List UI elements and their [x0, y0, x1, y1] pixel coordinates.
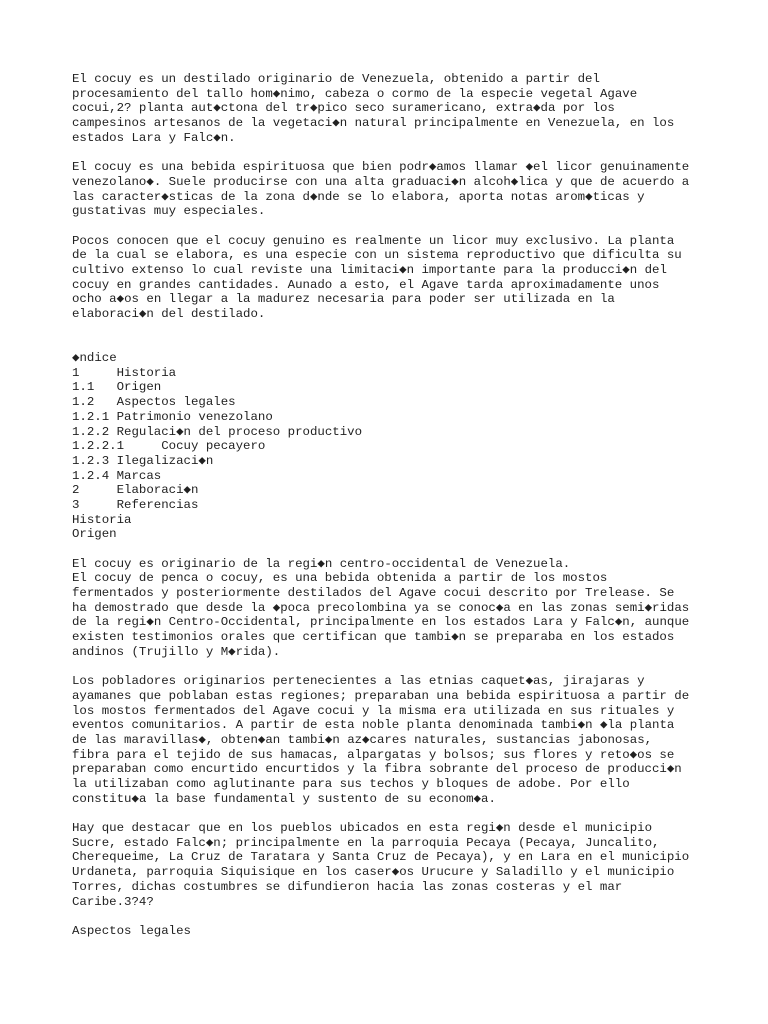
text-line: Caribe.3?4? — [72, 894, 154, 909]
text-line: El cocuy es originario de la regi◆n centro-occidental de Venezuela. — [72, 556, 571, 571]
text-line: cocui,2? planta aut◆ctona del tr◆pico seco suramericano, extra◆da por los — [72, 101, 615, 116]
text-line: fibra para el tejido de sus hamacas, alpargatas y bolsos; sus flores y reto◆os se — [72, 747, 675, 762]
text-line: los mostos fermentados del Agave cocui y la misma era utilizada en sus rituales y — [72, 703, 675, 718]
text-line: Torres, dichas costumbres se difundieron hacia las zonas costeras y el mar — [72, 879, 623, 894]
toc-item-marcas[interactable]: 1.2.4 Marcas — [72, 468, 162, 483]
table-of-contents — [72, 351, 712, 513]
document-page — [72, 72, 712, 939]
text-line: Cherequeime, La Cruz de Taratara y Santa Cruz de Pecaya), y en Lara en el municipio — [72, 850, 690, 865]
heading-aspectos-legales: Aspectos legales — [72, 923, 191, 938]
text-line: Los pobladores originarios pertenecientes a las etnias caquet◆as, jirajaras y — [72, 674, 645, 689]
text-line: El cocuy es un destilado originario de Venezuela, obtenido a partir del — [72, 72, 600, 86]
toc-item-cocuy-pecayero[interactable]: 1.2.2.1 Cocuy pecayero — [72, 439, 266, 454]
paragraph-gap — [72, 145, 712, 160]
toc-item-regulacion[interactable]: 1.2.2 Regulaci◆n del proceso productivo — [72, 424, 363, 439]
text-line: las caracter◆sticas de la zona d◆nde se lo elabora, aporta notas arom◆ticas y — [72, 189, 645, 204]
text-line: ha demostrado que desde la ◆poca precolombina ya se conoc◆a en las zonas semi◆ridas — [72, 600, 690, 615]
toc-item-historia[interactable]: 1 Historia — [72, 365, 177, 380]
toc-title: ◆ndice — [72, 351, 117, 366]
intro-paragraph-2 — [72, 160, 712, 219]
text-line: ayamanes que poblaban estas regiones; preparaban una bebida espirituosa a partir de — [72, 688, 690, 703]
text-line: constitu◆a la base fundamental y sustento de su econom◆a. — [72, 791, 496, 806]
text-line: cocuy en grandes cantidades. Aunado a esto, el Agave tarda aproximadamente unos — [72, 277, 660, 292]
paragraph-gap — [72, 660, 712, 675]
text-line: ocho a◆os en llegar a la madurez necesaria para poder ser utilizada en la — [72, 292, 615, 307]
paragraph-gap — [72, 219, 712, 234]
paragraph-gap — [72, 806, 712, 821]
origen-paragraph-2 — [72, 674, 712, 806]
paragraph-gap — [72, 542, 712, 557]
intro-paragraph-1 — [72, 72, 712, 145]
origen-paragraph-3 — [72, 821, 712, 909]
text-line: El cocuy de penca o cocuy, es una bebida obtenida a partir de los mostos — [72, 571, 608, 586]
text-line: estados Lara y Falc◆n. — [72, 130, 236, 145]
text-line: campesinos artesanos de la vegetaci◆n natural principalmente en Venezuela, en los — [72, 116, 675, 131]
text-line: elaboraci◆n del destilado. — [72, 307, 266, 321]
text-line: cultivo extenso lo cual reviste una limitaci◆n importante para la producci◆n del — [72, 262, 667, 277]
toc-item-origen[interactable]: 1.1 Origen — [72, 380, 162, 395]
text-line: de la regi◆n Centro-Occidental, principalmente en los estados Lara y Falc◆n, aunque — [72, 615, 690, 630]
toc-item-ilegalizacion[interactable]: 1.2.3 Ilegalizaci◆n — [72, 453, 214, 468]
text-line: Sucre, estado Falc◆n; principalmente en la parroquia Pecaya (Pecaya, Juncalito, — [72, 835, 660, 850]
text-line: eventos comunitarios. A partir de esta noble planta denominada tambi◆n ◆la planta — [72, 718, 675, 733]
heading-origen: Origen — [72, 527, 117, 542]
origen-paragraph-1 — [72, 557, 712, 660]
text-line: Pocos conocen que el cocuy genuino es realmente un licor muy exclusivo. La planta — [72, 233, 675, 248]
toc-item-aspectos-legales[interactable]: 1.2 Aspectos legales — [72, 395, 236, 410]
text-line: de las maravillas◆, obten◆an tambi◆n az◆cares naturales, sustancias jabonosas, — [72, 732, 653, 747]
text-line: El cocuy es una bebida espirituosa que bien podr◆amos llamar ◆el licor genuinamente — [72, 160, 690, 175]
toc-item-elaboracion[interactable]: 2 Elaboraci◆n — [72, 483, 199, 498]
heading-historia: Historia — [72, 512, 132, 527]
text-line: procesamiento del tallo hom◆nimo, cabeza o cormo de la especie vegetal Agave — [72, 86, 638, 101]
text-line: la utilizaban como aglutinante para sus techos y bloques de adobe. Por ello — [72, 777, 630, 792]
text-line: gustativas muy especiales. — [72, 204, 266, 219]
text-line: Urdaneta, parroquia Siquisique en los caser◆os Urucure y Saladillo y el municipio — [72, 865, 675, 880]
section-gap — [72, 322, 712, 351]
text-line: andinos (Trujillo y M◆rida). — [72, 644, 281, 659]
text-line: Hay que destacar que en los pueblos ubicados en esta regi◆n desde el municipio — [72, 821, 653, 836]
text-line: venezolano◆. Suele producirse con una alta graduaci◆n alcoh◆lica y que de acuerdo a — [72, 174, 690, 189]
text-line: de la cual se elabora, es una especie con un sistema reproductivo que dificulta su — [72, 248, 682, 263]
toc-item-patrimonio[interactable]: 1.2.1 Patrimonio venezolano — [72, 409, 273, 424]
text-line: existen testimonios orales que certifican que tambi◆n se preparaba en los estados — [72, 630, 675, 645]
text-line: preparaban como encurtido encurtidos y la fibra sobrante del proceso de producci◆n — [72, 762, 682, 777]
text-line: fermentados y posteriormente destilados del Agave cocui descrito por Trelease. Se — [72, 586, 675, 601]
intro-paragraph-3 — [72, 234, 712, 322]
paragraph-gap — [72, 909, 712, 924]
toc-item-referencias[interactable]: 3 Referencias — [72, 497, 199, 512]
